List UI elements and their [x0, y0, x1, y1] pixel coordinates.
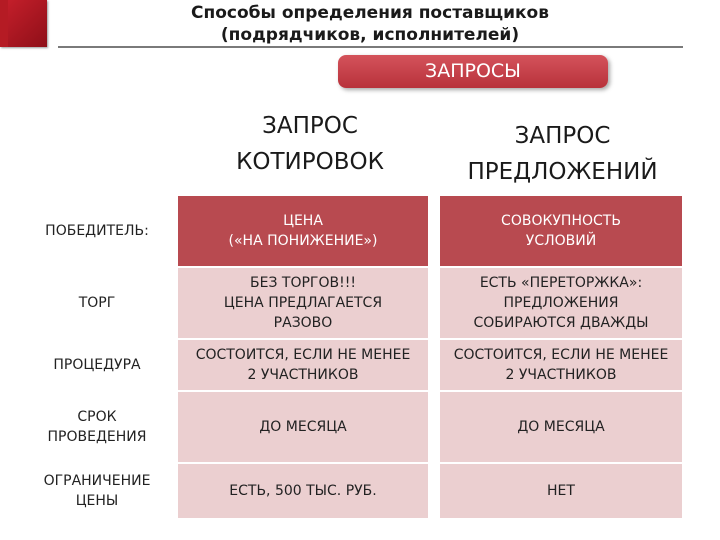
cell-text: РАЗОВО: [273, 315, 333, 331]
column-header-offers-line1: ЗАПРОС: [514, 123, 611, 149]
cell-text: СОВОКУПНОСТЬ: [501, 213, 621, 229]
cell-text: УСЛОВИЙ: [525, 233, 597, 249]
cell-text: ЕСТЬ «ПЕРЕТОРЖКА»:: [479, 275, 643, 291]
row-label-text: ПОБЕДИТЕЛЬ:: [45, 223, 149, 239]
cell-text: БЕЗ ТОРГОВ!!!: [250, 275, 356, 291]
row-label-text: ПРОВЕДЕНИЯ: [47, 429, 147, 445]
cell-duration-offers: [440, 392, 682, 462]
cell-text: ДО МЕСЯЦА: [517, 419, 605, 435]
title-underline: [58, 46, 683, 48]
row-label-text: ПРОЦЕДУРА: [53, 357, 141, 373]
row-label-duration: [18, 392, 176, 462]
row-label-winner: [18, 196, 176, 266]
cell-procedure-offers: [440, 340, 682, 390]
cell-duration-quotes: [178, 392, 428, 462]
cell-text: ЦЕНА ПРЕДЛАГАЕТСЯ: [223, 295, 383, 311]
column-header-quotes-line1: ЗАПРОС: [262, 113, 358, 139]
cell-price-limit-offers: [440, 464, 682, 518]
cell-text: ДО МЕСЯЦА: [259, 419, 347, 435]
corner-decoration-bar: [0, 0, 8, 47]
row-label-price-limit: [18, 464, 176, 518]
column-header-offers-line2: ПРЕДЛОЖЕНИЙ: [467, 159, 658, 185]
row-label-text: СРОК: [77, 409, 117, 425]
row-label-procedure: [18, 340, 176, 390]
cell-winner-offers: [440, 196, 682, 266]
row-label-text: ОГРАНИЧЕНИЕ: [43, 473, 151, 489]
cell-text: СОСТОИТСЯ, ЕСЛИ НЕ МЕНЕЕ: [195, 347, 411, 363]
cell-text: СОБИРАЮТСЯ ДВАЖДЫ: [473, 315, 649, 331]
row-label-text: ЦЕНЫ: [75, 493, 119, 509]
page-title: [120, 2, 620, 46]
row-label-text: ТОРГ: [78, 295, 116, 311]
cell-text: 2 УЧАСТНИКОВ: [505, 367, 617, 383]
cell-text: НЕТ: [547, 483, 575, 499]
cell-procedure-quotes: [178, 340, 428, 390]
page-title-line1: Способы определения поставщиков: [191, 3, 549, 23]
cell-text: ПРЕДЛОЖЕНИЯ: [503, 295, 619, 311]
column-header-quotes: [200, 108, 420, 180]
cell-text: ЦЕНА: [283, 213, 323, 229]
cell-bargaining-offers: [440, 268, 682, 338]
page-title-line2: (подрядчиков, исполнителей): [220, 25, 520, 45]
row-label-bargaining: [18, 268, 176, 338]
cell-text: СОСТОИТСЯ, ЕСЛИ НЕ МЕНЕЕ: [453, 347, 669, 363]
cell-text: 2 УЧАСТНИКОВ: [247, 367, 359, 383]
cell-text: («НА ПОНИЖЕНИЕ»): [228, 233, 378, 249]
column-header-offers: [440, 118, 685, 190]
cell-text: ЕСТЬ, 500 ТЫС. РУБ.: [229, 483, 377, 499]
column-header-quotes-line2: КОТИРОВОК: [236, 149, 384, 175]
cell-bargaining-quotes: [178, 268, 428, 338]
requests-badge: ЗАПРОСЫ: [338, 55, 608, 88]
cell-winner-quotes: [178, 196, 428, 266]
cell-price-limit-quotes: [178, 464, 428, 518]
